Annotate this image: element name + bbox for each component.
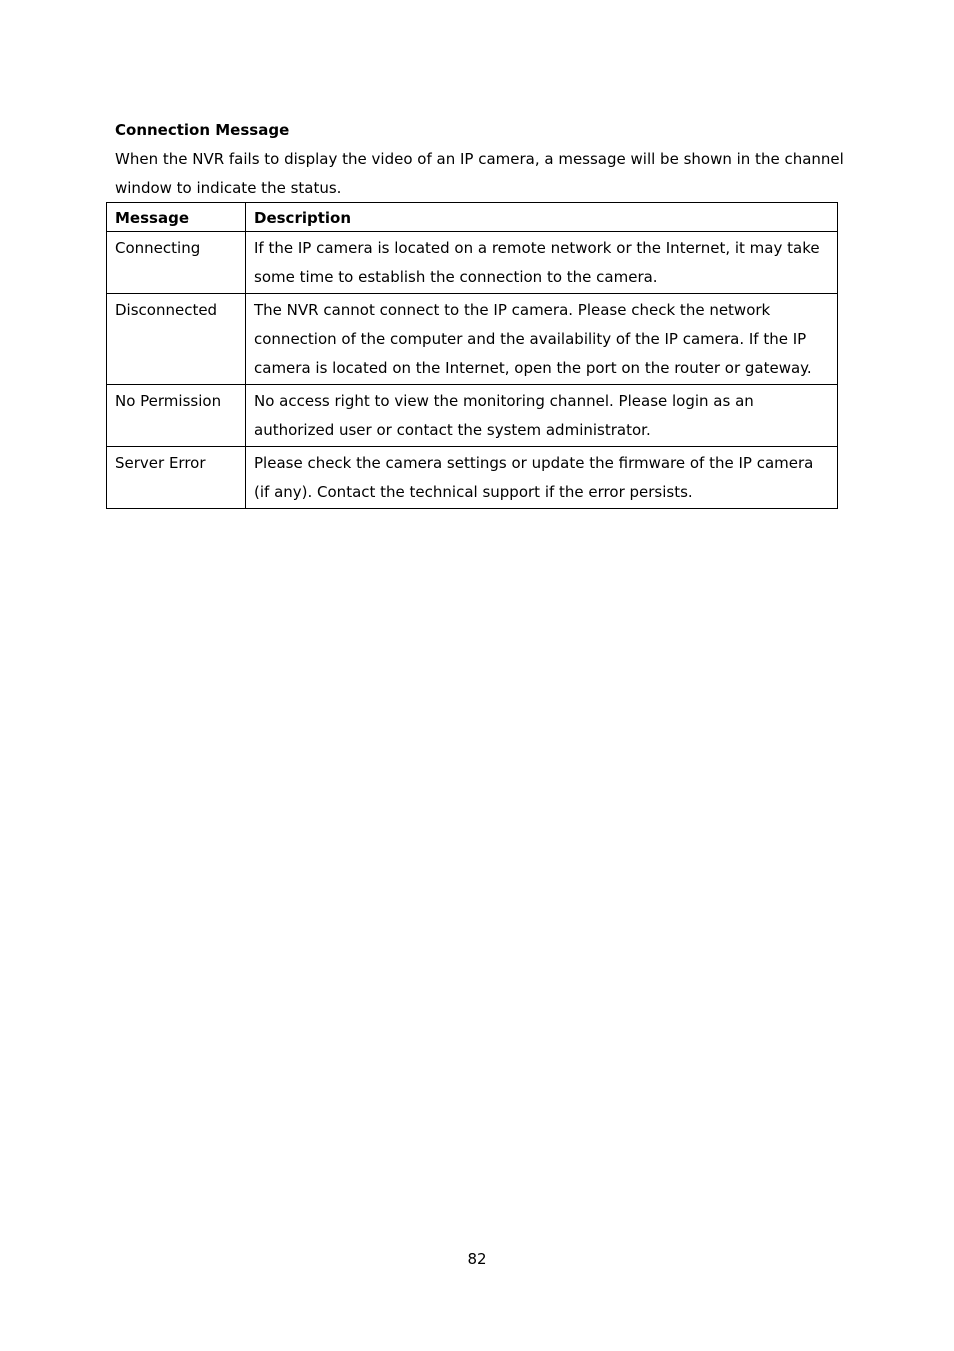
page-number: 82	[467, 1250, 487, 1268]
description-cell: The NVR cannot connect to the IP camera. Please check the network connection of the computer and the availability of the IP camera. If the IP camera is located on the Internet, open the port on the router or gateway.	[246, 294, 838, 385]
description-cell: Please check the camera settings or update the firmware of the IP camera (if any). Contact the technical support if the error persists.	[246, 447, 838, 509]
intro-paragraph: When the NVR fails to display the video of an IP camera, a message will be shown in the channel window to indicate the status.	[115, 150, 844, 197]
connection-message-table	[106, 202, 838, 509]
table-header-row	[107, 203, 838, 232]
message-cell: No Permission	[107, 385, 246, 447]
header-description: Description	[246, 203, 838, 232]
table-row	[107, 232, 838, 294]
table-row	[107, 294, 838, 385]
message-cell: Connecting	[107, 232, 246, 294]
message-cell: Server Error	[107, 447, 246, 509]
table-row	[107, 447, 838, 509]
table-row	[107, 385, 838, 447]
description-cell: No access right to view the monitoring channel. Please login as an authorized user or contact the system administrator.	[246, 385, 838, 447]
header-message: Message	[107, 203, 246, 232]
message-cell: Disconnected	[107, 294, 246, 385]
description-cell: If the IP camera is located on a remote network or the Internet, it may take some time to establish the connection to the camera.	[246, 232, 838, 294]
section-title: Connection Message	[115, 121, 290, 139]
